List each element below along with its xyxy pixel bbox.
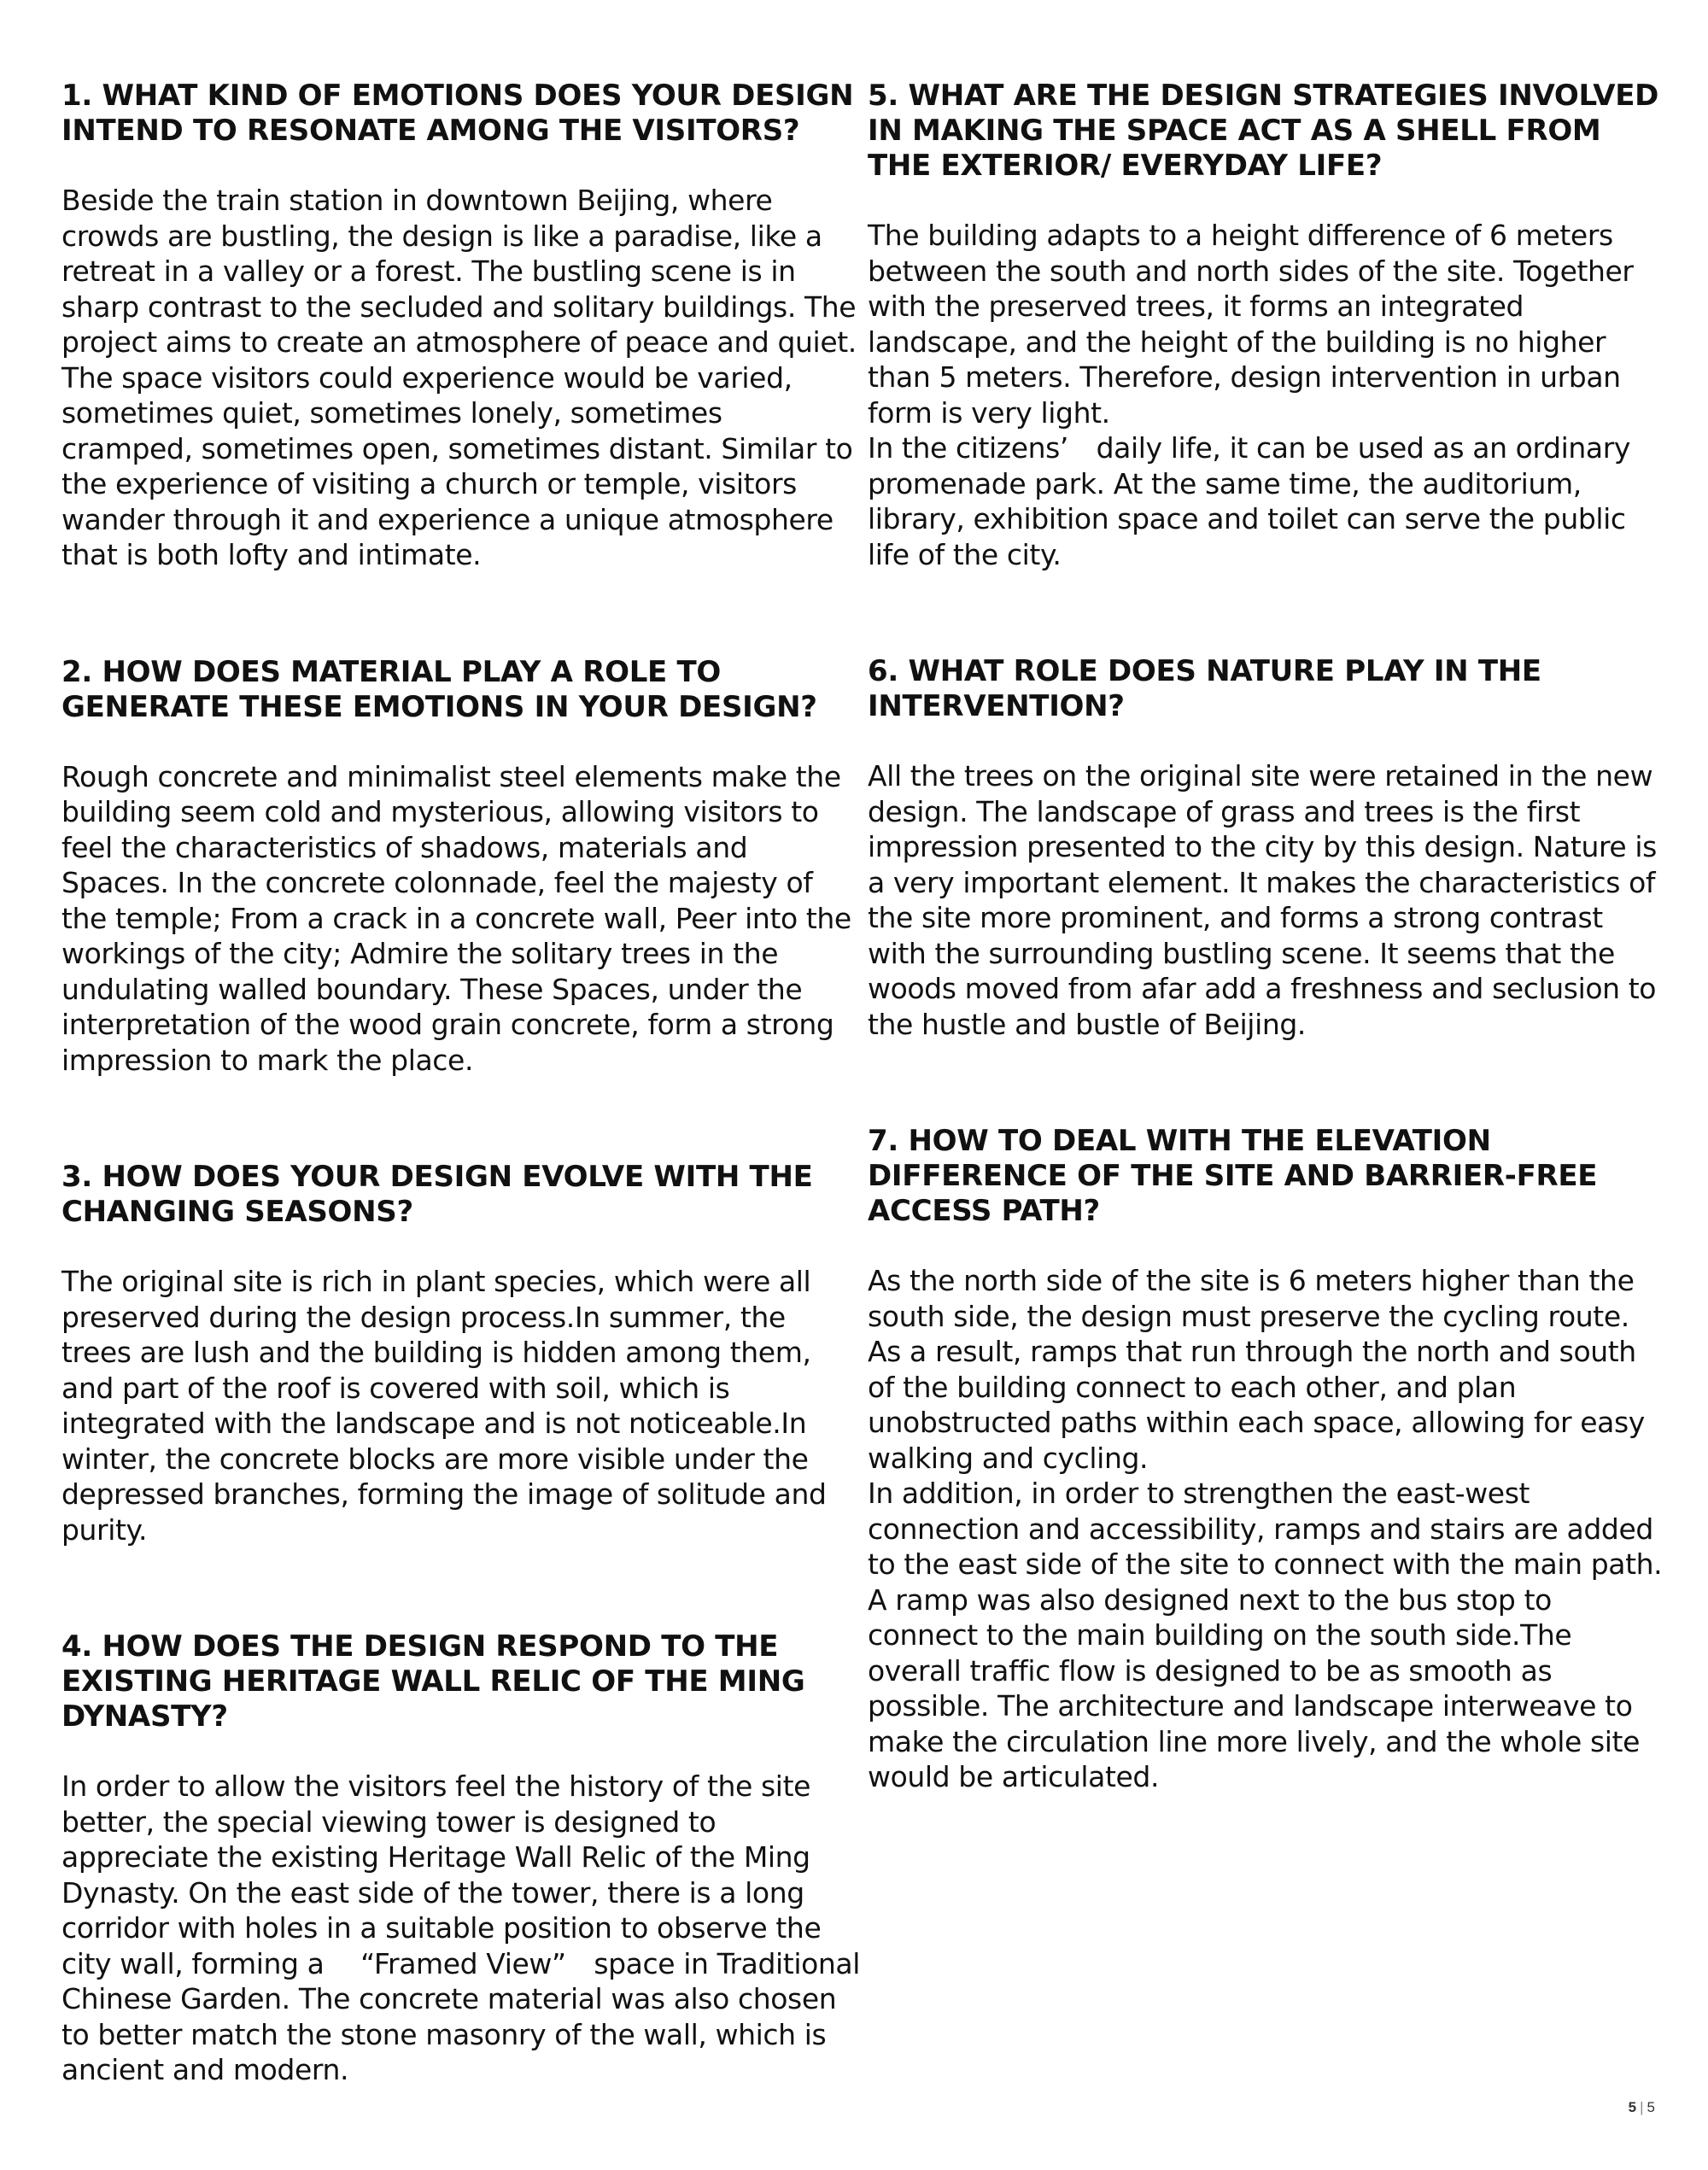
qa-section-5 — [868, 79, 1666, 572]
question-heading: 3. HOW DOES YOUR DESIGN EVOLVE WITH THE CHANGING SEASONS? — [61, 1160, 813, 1229]
answer-paragraph: As the north side of the site is 6 meters higher than the south side, the design must preserve the cycling route. As a result, ramps that run through the north and south of the building connect to each other, and plan unobstructed paths within each space, allowing for easy walking and cycling. — [868, 1264, 1645, 1475]
left-column — [61, 79, 860, 2170]
question-heading: 1. WHAT KIND OF EMOTIONS DOES YOUR DESIGN INTEND TO RESONATE AMONG THE VISITORS? — [61, 79, 854, 148]
qa-section-2 — [61, 655, 860, 1079]
page-number — [1629, 2099, 1655, 2116]
current-page: 5 — [1628, 2099, 1637, 2115]
total-pages: 5 — [1647, 2099, 1655, 2115]
qa-section-6 — [868, 654, 1666, 1042]
answer-paragraph: In the citizens’ daily life, it can be used as an ordinary promenade park. At the same time, the auditorium, library, exhibition space and toilet can serve the public life of the city. — [868, 431, 1631, 571]
answer-paragraph: In addition, in order to strengthen the east-west connection and accessibility, ramps and stairs are added to the east side of the site to connect with the main path. A ramp was also designed next to the bus stop to connect to the main building on the south side.The overall traffic flow is designed to be as smooth as possible. The architecture and landscape interweave to make the circulation line more lively, and the whole site would be articulated. — [868, 1477, 1663, 1793]
answer-paragraph: The building adapts to a height difference of 6 meters between the south and north sides of the site. Together with the preserved trees, it forms an integrated landscape, and the height of the building is no higher than 5 meters. Therefore, design intervention in urban form is very light. — [868, 219, 1634, 430]
question-heading: 2. HOW DOES MATERIAL PLAY A ROLE TO GENERATE THESE EMOTIONS IN YOUR DESIGN? — [61, 654, 817, 724]
page-separator: | — [1640, 2099, 1644, 2115]
question-heading: 5. WHAT ARE THE DESIGN STRATEGIES INVOLVED IN MAKING THE SPACE ACT AS A SHELL FROM THE EXTERIOR/ EVERYDAY LIFE? — [868, 79, 1659, 183]
question-heading: 7. HOW TO DEAL WITH THE ELEVATION DIFFERENCE OF THE SITE AND BARRIER-FREE ACCESS PATH? — [868, 1124, 1598, 1228]
answer-paragraph: All the trees on the original site were retained in the new design. The landscape of grass and trees is the first impression presented to the city by this design. Nature is a very important element. It makes the characteristics of the site more prominent, and forms a strong contrast with the surrounding bustling scene. It seems that the woods moved from afar add a freshness and seclusion to the hustle and bustle of Beijing. — [868, 759, 1657, 1041]
qa-section-7 — [868, 1124, 1666, 1795]
qa-section-4 — [61, 1629, 860, 2088]
answer-paragraph: In order to allow the visitors feel the history of the site better, the special viewing tower is designed to appreciate the existing Heritage Wall Relic of the Ming Dynasty. On the east side of the tower, there is a long corridor with holes in a suitable position to observe the city wall, forming a “Framed View” space in Traditional Chinese Garden. The concrete material was also chosen to better match the stone masonry of the wall, which is ancient and modern. — [61, 1769, 861, 2086]
qa-section-1 — [61, 79, 860, 573]
answer-paragraph: The original site is rich in plant species, which were all preserved during the design process.In summer, the trees are lush and the building is hidden among them, and part of the roof is covered with soil, which is integrated with the landscape and is not noticeable.In winter, the concrete blocks are more visible under the depressed branches, forming the image of solitude and purity. — [61, 1265, 827, 1547]
question-heading: 6. WHAT ROLE DOES NATURE PLAY IN THE INTERVENTION? — [868, 654, 1541, 723]
answer-paragraph: Beside the train station in downtown Beijing, where crowds are bustling, the design is like a paradise, like a retreat in a valley or a forest. The bustling scene is in sharp contrast to the secluded and solitary buildings. The project aims to create an atmosphere of peace and quiet. The space visitors could experience would be varied, sometimes quiet, sometimes lonely, sometimes cramped, sometimes open, sometimes distant. Similar to the experience of visiting a church or temple, visitors wander through it and experience a unique atmosphere that is both lofty and intimate. — [61, 184, 857, 571]
qa-section-3 — [61, 1160, 860, 1547]
answer-paragraph: Rough concrete and minimalist steel elements make the building seem cold and mysterious, allowing visitors to feel the characteristics of shadows, materials and Spaces. In the concrete colonnade, feel the majesty of the temple; From a crack in a concrete wall, Peer into the workings of the city; Admire the solitary trees in the undulating walled boundary. These Spaces, under the interpretation of the wood grain concrete, form a strong impression to mark the place. — [61, 759, 851, 1077]
right-column — [868, 79, 1666, 1877]
question-heading: 4. HOW DOES THE DESIGN RESPOND TO THE EXISTING HERITAGE WALL RELIC OF THE MING DYNASTY? — [61, 1629, 805, 1734]
